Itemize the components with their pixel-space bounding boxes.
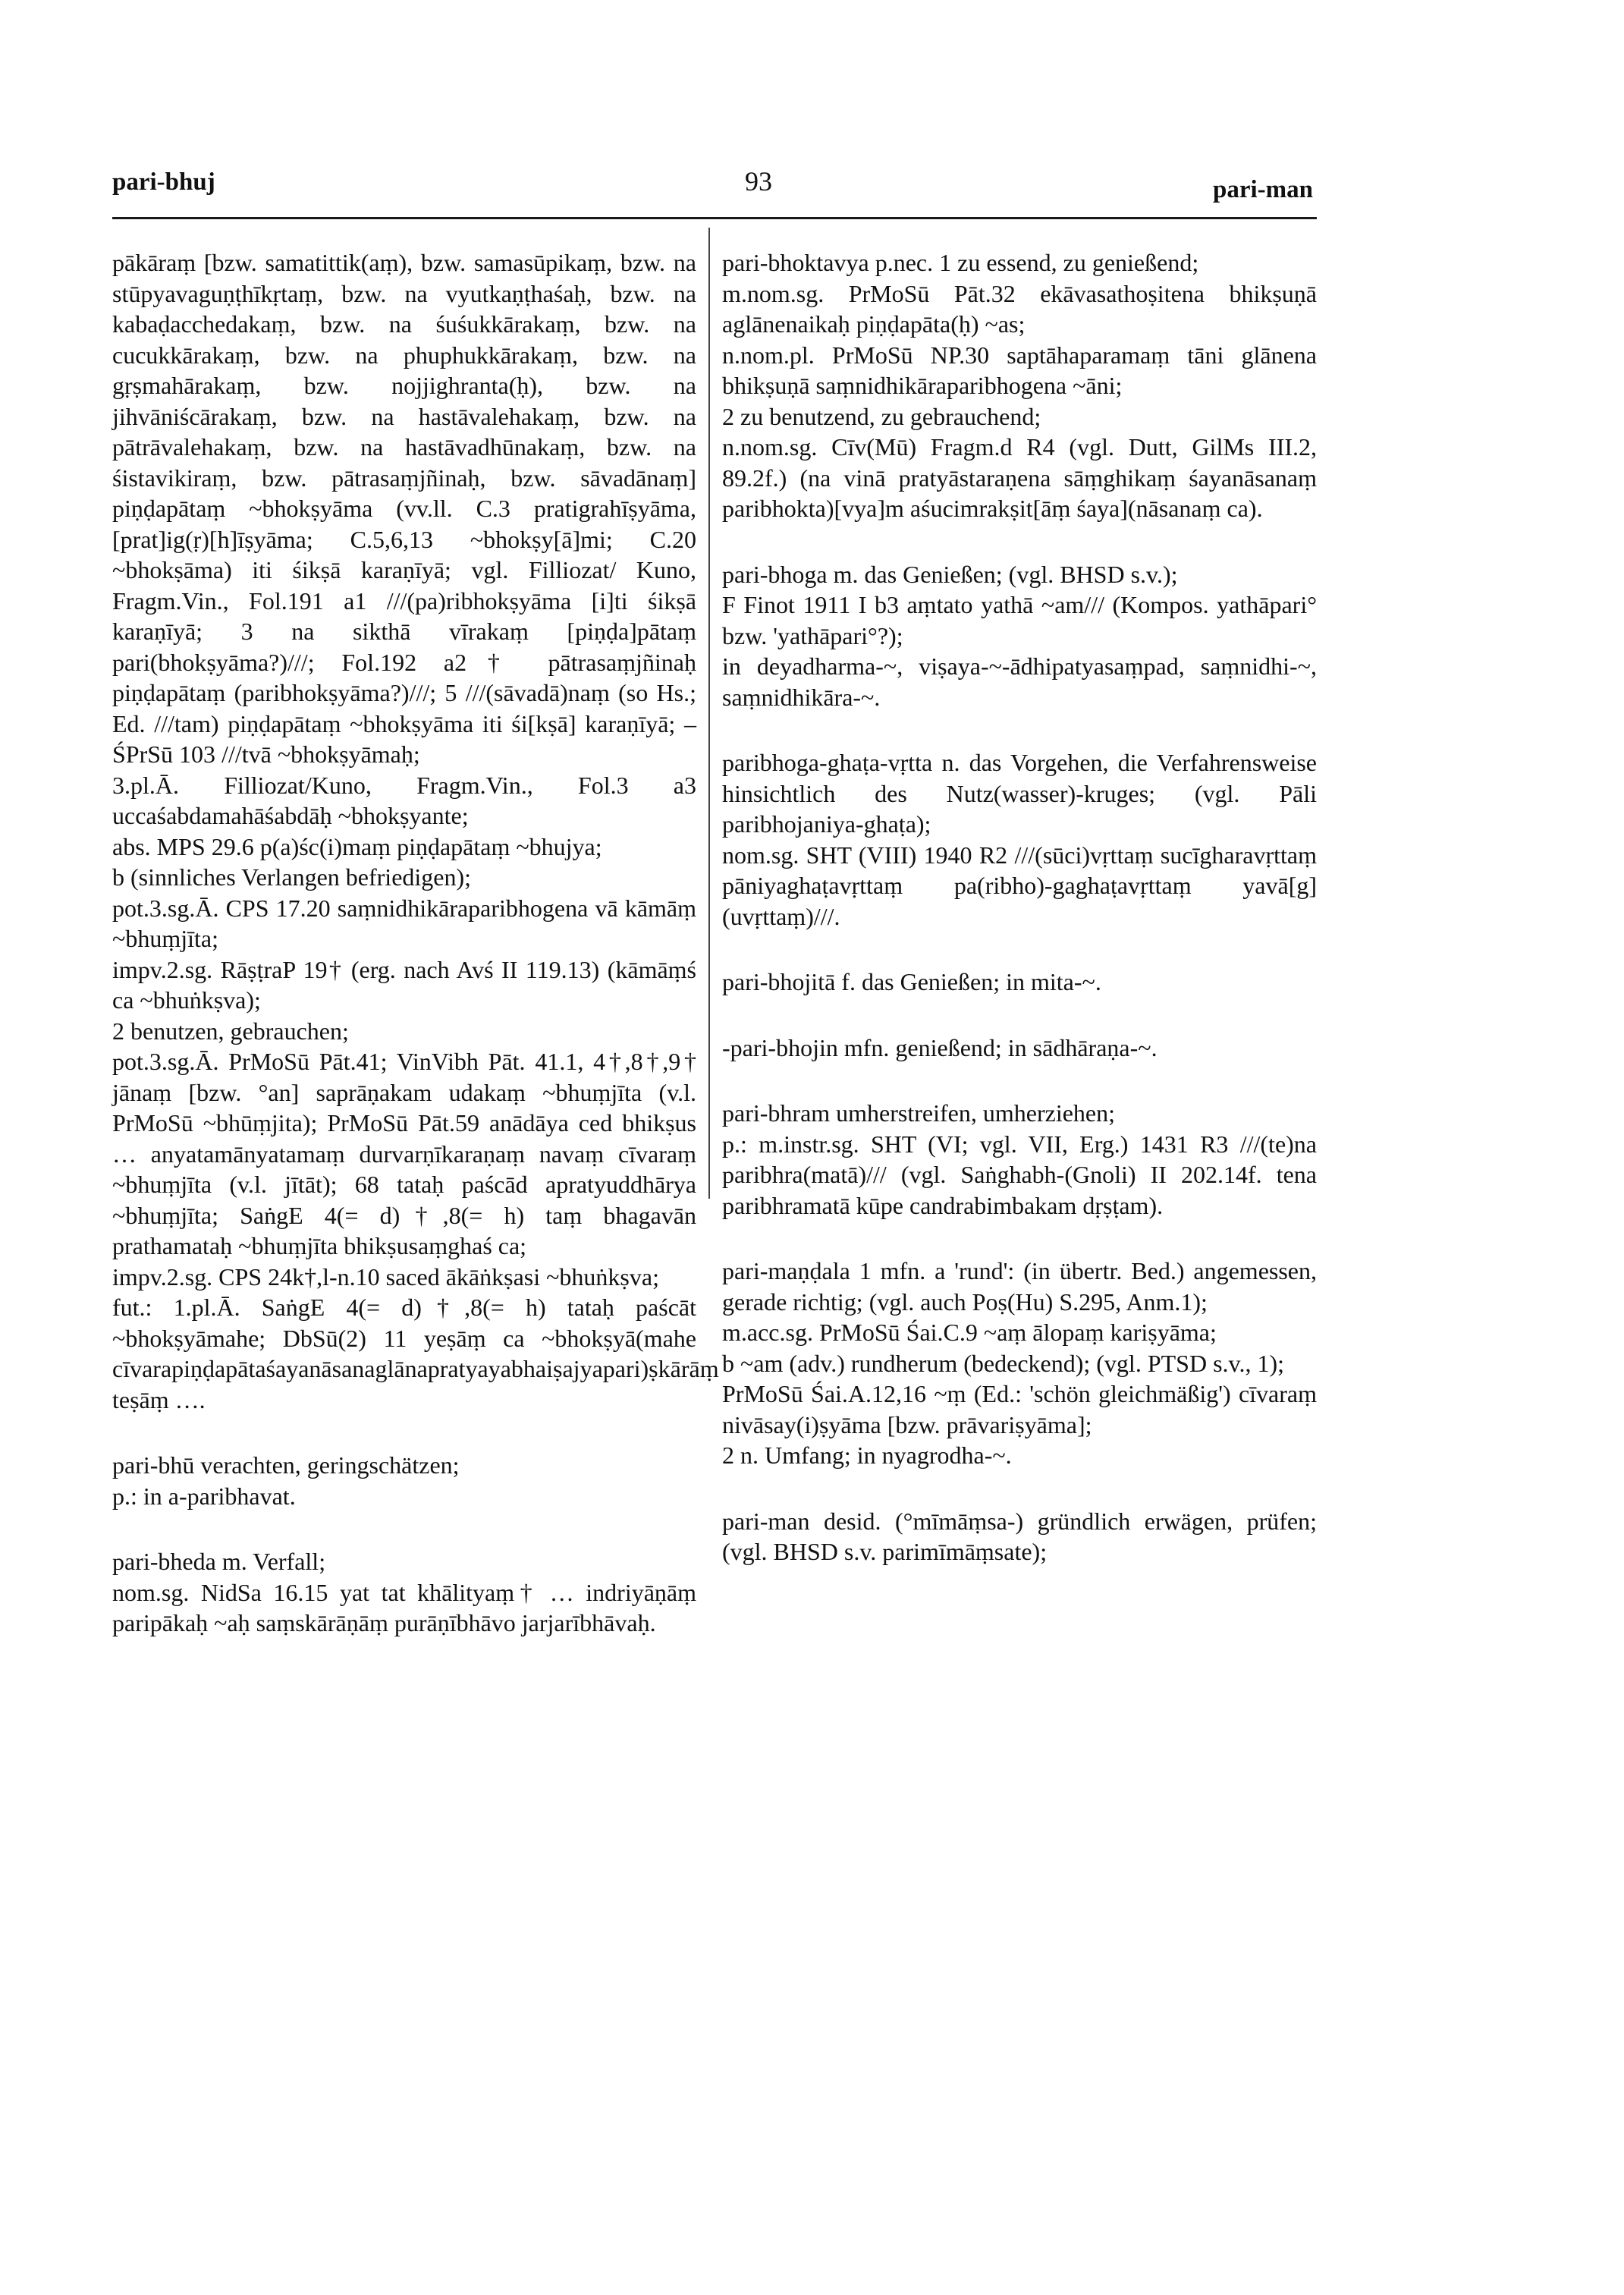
dictionary-line: pari-bhojitā f. das Genießen; in mita-~. (722, 968, 1101, 995)
dictionary-line: pākāraṃ [bzw. samatittik(aṃ), bzw. samasūpikaṃ, bzw. na stūpyavaguṇṭhīkṛtaṃ, bzw. na vyutkaṇṭhaśaḥ, bzw. na kabaḍacchedakaṃ, bzw. na śuśukkārakaṃ, bzw. na cucukkārakaṃ, bzw. na phuphukkārakaṃ, bzw. na gṛṣmahārakaṃ, bzw. nojjighranta(ḥ), bzw. na jihvāniścārakaṃ, bzw. na hastāvalehakaṃ, bzw. na pātrāvalehakaṃ, bzw. na hastāvadhūnakaṃ, bzw. na śistavikiraṃ, bzw. pātrasaṃjñinaḥ, bzw. sāvadānaṃ] piṇḍapātaṃ ~bhokṣyāma (vv.ll. C.3 pratigrahīṣyāma, [prat]ig(ṛ)[h]īṣyāma; C.5,6,13 ~bhokṣy[ā]mi; C.20 ~bhokṣāma) iti śikṣā karaṇīyā; vgl. Filliozat/ Kuno, Fragm.Vin., Fol.191 a1 ///(pa)ribhokṣyāma [i]ti śikṣā karaṇīyā; 3 na sikthā vīrakaṃ [piṇḍa]pātaṃ pari(bhokṣyāma?)///; Fol.192 a2† pātrasaṃjñinaḥ piṇḍapātaṃ (paribhokṣyāma?)///; 5 ///(sāvadā)naṃ (so Hs.; Ed. ///tam) piṇḍapātaṃ ~bhokṣyāma iti śi[kṣā] karaṇīyā; – ŚPrSū 103 ///tvā ~bhokṣyāmaḥ; (112, 249, 696, 768)
entry-gap (722, 712, 1317, 747)
entry-gap (112, 1511, 696, 1546)
dictionary-line: nom.sg. SHT (VIII) 1940 R2 ///(sūci)vṛttaṃ sucīgharavṛttaṃ pāniyaghaṭavṛttaṃ pa(ribho)-gaghaṭavṛttaṃ yavā[g](uvṛttaṃ)///. (722, 841, 1317, 930)
dictionary-line: pot.3.sg.Ā. PrMoSū Pāt.41; VinVibh Pāt. 41.1, 4†,8†,9† jānaṃ [bzw. °an] saprāṇakam udakaṃ ~bhuṃjīta (v.l. PrMoSū ~bhūṃjita); PrMoSū Pāt.59 anādāya ced bhikṣus … anyatamānyatamaṃ durvarṇīkaraṇaṃ navaṃ cīvaraṃ ~bhuṃjīta (v.l. jītāt); 68 tataḥ paścād apratyuddhārya ~bhuṃjīta; SaṅgE 4(= d)†,8(= h) taṃ bhagavān prathamataḥ ~bhuṃjīta bhikṣusaṃghaś ca; (112, 1048, 696, 1259)
dictionary-line: 2 zu benutzend, zu gebrauchend; (722, 402, 1041, 430)
entry-gap (722, 932, 1317, 967)
dictionary-line: in deyadharma-~, viṣaya-~-ādhipatyasaṃpad, saṃnidhi-~, saṃnidhikāra-~. (722, 652, 1317, 711)
dictionary-line: 3.pl.Ā. Filliozat/Kuno, Fragm.Vin., Fol.3 a3 uccaśabdamahāśabdāḥ ~bhokṣyante; (112, 771, 696, 829)
dictionary-line: F Finot 1911 I b3 aṃtato yathā ~am/// (Kompos. yathāpari° bzw. 'yathāpari°?); (722, 591, 1317, 649)
dictionary-line: PrMoSū Śai.A.12,16 ~ṃ (Ed.: 'schön gleichmäßig') cīvaraṃ nivāsay(i)ṣyāma [bzw. prāvariṣyāma]; (722, 1380, 1317, 1438)
dictionary-line: pari-bhoktavya p.nec. 1 zu essend, zu genießend; (722, 249, 1199, 276)
dictionary-line: impv.2.sg. CPS 24k†,l-n.10 saced ākāṅkṣasi ~bhuṅkṣva; (112, 1262, 659, 1291)
right-column (722, 247, 1317, 1567)
dictionary-line: pari-bhoga m. das Genießen; (vgl. BHSD s.v.); (722, 560, 1178, 588)
dictionary-line: paribhoga-ghaṭa-vṛtta n. das Vorgehen, die Verfahrensweise hinsichtlich des Nutz(wasser)-kruges; (vgl. Pāli paribhojaniya-ghaṭa); (722, 749, 1317, 838)
dictionary-line: m.acc.sg. PrMoSū Śai.C.9 ~aṃ ālopaṃ kariṣyāma; (722, 1319, 1217, 1346)
dictionary-line: m.nom.sg. PrMoSū Pāt.32 ekāvasathoṣitena bhikṣuṇā aglānenaikaḥ piṇḍapāta(ḥ) ~as; (722, 279, 1317, 338)
dictionary-line: nom.sg. NidSa 16.15 yat tat khālityaṃ† … indriyāṇāṃ paripākaḥ ~aḥ saṃskārāṇāṃ purāṇībhāvo jarjarībhāvaḥ. (112, 1578, 696, 1636)
entry-gap (722, 1221, 1317, 1256)
page-number: 93 (745, 166, 772, 196)
running-head-left: pari-bhuj (112, 168, 215, 196)
dictionary-line: pari-maṇḍala 1 mfn. a 'rund': (in übertr. Bed.) angemessen, gerade richtig; (vgl. auch Poṣ(Hu) S.295, Anm.1); (722, 1257, 1317, 1316)
dictionary-line: impv.2.sg. RāṣṭraP 19† (erg. nach Avś II 119.13) (kāmāṃś ca ~bhuṅkṣva); (112, 955, 696, 1014)
entry-gap (722, 524, 1317, 559)
entry-gap (722, 998, 1317, 1033)
column-divider (708, 228, 710, 1199)
dictionary-line: pari-bhū verachten, geringschätzen; (112, 1451, 460, 1479)
entry-gap (722, 1063, 1317, 1098)
dictionary-line: pari-man desid. (°mīmāṃsa-) gründlich erwägen, prüfen; (vgl. BHSD s.v. parimīmāṃsate); (722, 1507, 1317, 1565)
entry-gap (722, 1471, 1317, 1506)
dictionary-line: 2 n. Umfang; in nyagrodha-~. (722, 1441, 1012, 1469)
left-column (112, 247, 719, 1639)
dictionary-line: 2 benutzen, gebrauchen; (112, 1017, 349, 1045)
dictionary-line: pari-bhram umherstreifen, umherziehen; (722, 1099, 1115, 1127)
dictionary-line: b (sinnliches Verlangen befriedigen); (112, 863, 472, 891)
dictionary-line: n.nom.pl. PrMoSū NP.30 saptāhaparamaṃ tāni glānena bhikṣuṇā saṃnidhikāraparibhogena ~āni; (722, 341, 1317, 399)
dictionary-line: abs. MPS 29.6 p(a)śc(i)maṃ piṇḍapātaṃ ~bhujya; (112, 832, 602, 860)
dictionary-line: fut.: 1.pl.Ā. SaṅgE 4(= d)†,8(= h) tataḥ paścāt ~bhokṣyāmahe; DbSū(2) 11 yeṣāṃ ca ~bhokṣyā(mahe cīvarapiṇḍapātaśayanāsanaglānapratyayabhaiṣajyapari)ṣkārāṃ teṣāṃ …. (112, 1294, 719, 1413)
dictionary-line: -pari-bhojin mfn. genießend; in sādhāraṇa-~. (722, 1033, 1158, 1061)
dictionary-line: pari-bheda m. Verfall; (112, 1548, 326, 1575)
dictionary-line: p.: m.instr.sg. SHT (VI; vgl. VII, Erg.) 1431 R3 ///(te)na paribhra(matā)/// (vgl. Saṅghabh-(Gnoli) II 202.14f. tena paribhramatā kūpe candrabimbakam dṛṣṭam). (722, 1130, 1317, 1219)
entry-gap (112, 1415, 696, 1450)
header-rule (112, 217, 1317, 219)
dictionary-line: n.nom.sg. Cīv(Mū) Fragm.d R4 (vgl. Dutt, GilMs III.2, 89.2f.) (na vinā pratyāstaraṇena sāṃghikaṃ śayanāsanaṃ paribhokta)[vya]m aśucimrakṣit[āṃ śaya](nāsanaṃ ca). (722, 433, 1317, 522)
running-head-right: pari-man (1213, 176, 1313, 203)
dictionary-line: pot.3.sg.Ā. CPS 17.20 saṃnidhikāraparibhogena vā kāmāṃ ~bhuṃjīta; (112, 894, 696, 952)
dictionary-line: p.: in a-paribhavat. (112, 1482, 296, 1510)
dictionary-line: b ~am (adv.) rundherum (bedeckend); (vgl. PTSD s.v., 1); (722, 1349, 1284, 1377)
